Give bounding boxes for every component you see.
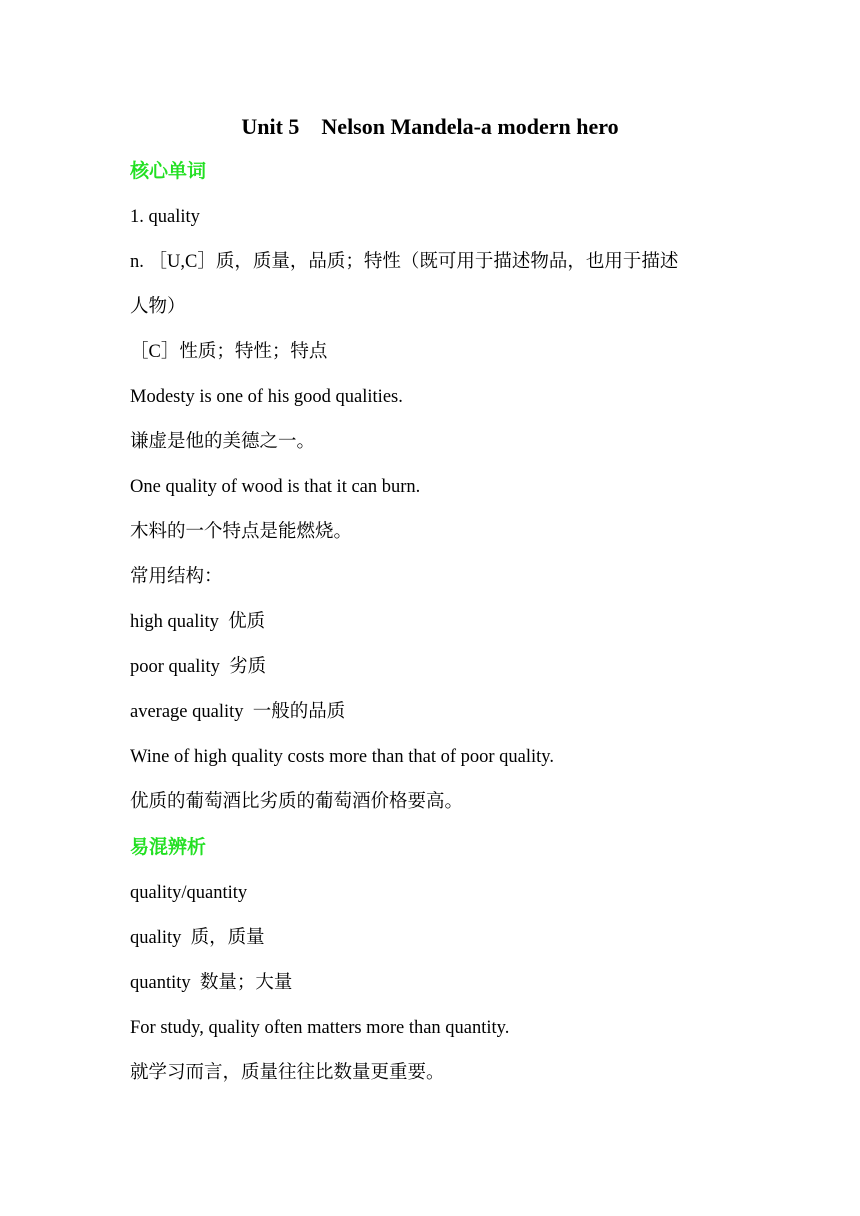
definition-noun-line2: 人物） <box>130 297 186 317</box>
section-heading-core-words: 核心单词 <box>130 161 207 182</box>
section-heading-confusables: 易混辨析 <box>130 837 207 858</box>
example-1-chinese: 谦虚是他的美德之一。 <box>130 432 316 452</box>
example-4-english: For study, quality often matters more than quantity. <box>130 1018 510 1038</box>
example-3-chinese: 优质的葡萄酒比劣质的葡萄酒价格要高。 <box>130 792 464 812</box>
confusable-quality: quality 质，质量 <box>130 928 265 948</box>
structure-poor-quality: poor quality 劣质 <box>130 657 267 677</box>
definition-noun-line1: n. ［U,C］质，质量，品质；特性（既可用于描述物品，也用于描述 <box>130 252 679 272</box>
example-3-english: Wine of high quality costs more than that of poor quality. <box>130 747 554 767</box>
confusable-pair: quality/quantity <box>130 883 248 903</box>
definition-countable: ［C］性质；特性；特点 <box>130 342 328 362</box>
document-title: Unit 5 Nelson Mandela-a modern hero <box>241 114 619 139</box>
example-1-english: Modesty is one of his good qualities. <box>130 387 403 407</box>
structure-high-quality: high quality 优质 <box>130 612 266 632</box>
structure-average-quality: average quality 一般的品质 <box>130 702 346 722</box>
example-2-english: One quality of wood is that it can burn. <box>130 477 421 497</box>
example-4-chinese: 就学习而言，质量往往比数量更重要。 <box>130 1063 445 1083</box>
confusable-quantity: quantity 数量；大量 <box>130 973 293 993</box>
structures-label: 常用结构： <box>130 567 223 587</box>
example-2-chinese: 木料的一个特点是能燃烧。 <box>130 522 353 542</box>
word-entry-title: 1. quality <box>130 207 200 227</box>
